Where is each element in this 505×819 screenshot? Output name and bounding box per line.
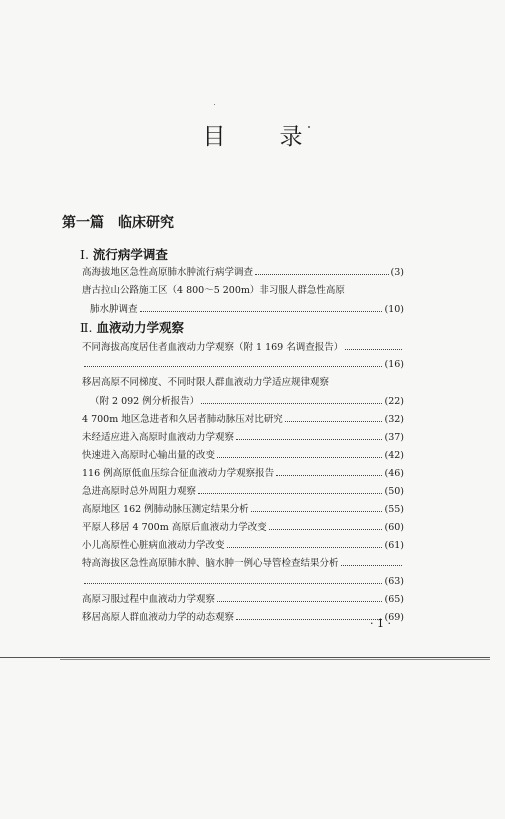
toc-entry[interactable] (82, 338, 404, 354)
entry-page: (61) (384, 540, 404, 551)
section-number: Ⅱ. (80, 320, 93, 335)
toc-entry[interactable] (82, 608, 404, 624)
section-title: 血液动力学观察 (96, 320, 184, 335)
entry-title: 特高海拔区急性高原肺水肿、脑水肿一例心导管检查结果分析 (82, 558, 339, 569)
toc-entry[interactable] (82, 410, 404, 426)
title-char-1: 目 (202, 124, 226, 150)
toc-entry[interactable] (82, 428, 404, 444)
entry-page: (63) (384, 576, 404, 587)
entry-page: (69) (384, 612, 404, 623)
entry-page: (22) (384, 396, 404, 407)
print-speck (214, 104, 215, 105)
entry-page: (50) (384, 486, 404, 497)
toc-entry[interactable] (82, 355, 404, 371)
entry-title: 未经适应进入高原时血液动力学观察 (82, 432, 235, 443)
section-heading (80, 318, 184, 336)
entry-title: 移居高原人群血液动力学的动态观察 (82, 612, 235, 623)
entry-title: 唐古拉山公路施工区（4 800～5 200m）非习服人群急性高原 (82, 285, 345, 296)
entry-title: 急进高原时总外周阻力观察 (82, 486, 197, 497)
entry-page: (42) (384, 450, 404, 461)
entry-title: 快速进入高原时心输出量的改变 (82, 450, 216, 461)
entry-page: (55) (384, 504, 404, 515)
part-name: 临床研究 (118, 215, 174, 231)
entry-title: 不同海拔高度居住者血液动力学观察（附 1 169 名调查报告） (82, 342, 344, 353)
entry-title: 小儿高原性心脏病血液动力学改变 (82, 540, 225, 551)
toc-entry[interactable] (82, 518, 404, 534)
entry-title: 移居高原不同梯度、不同时限人群血液动力学适应规律观察 (82, 377, 330, 388)
entry-title: 116 例高原低血压综合征血液动力学观察报告 (82, 468, 275, 479)
toc-entry[interactable] (90, 300, 404, 316)
entry-title: 肺水肿调查 (90, 304, 138, 315)
entry-page: (3) (390, 267, 404, 278)
toc-entry[interactable] (82, 374, 404, 390)
entry-page: (37) (384, 432, 404, 443)
toc-entry[interactable] (82, 282, 404, 298)
toc-entry[interactable] (82, 482, 404, 498)
print-speck (308, 126, 310, 128)
toc-entry[interactable] (82, 500, 404, 516)
section-title: 流行病学调查 (92, 247, 168, 262)
entry-title: 高原地区 162 例肺动脉压测定结果分析 (82, 504, 249, 515)
toc-entry[interactable] (82, 554, 404, 570)
entry-title: 高原习服过程中血液动力学观察 (82, 594, 216, 605)
section-number: Ⅰ. (80, 247, 89, 262)
page-edge-line (0, 657, 490, 658)
toc-entry[interactable] (82, 263, 404, 279)
entry-page: (32) (384, 414, 404, 425)
toc-entry[interactable] (90, 392, 404, 408)
toc-entry[interactable] (82, 446, 404, 462)
toc-entry[interactable] (82, 590, 404, 606)
title-char-2: 录 (279, 124, 303, 150)
part-label: 第一篇 (62, 215, 104, 231)
entry-title: （附 2 092 例分析报告） (90, 396, 200, 407)
entry-title: 平原人移居 4 700m 高原后血液动力学改变 (82, 522, 267, 533)
toc-entry[interactable] (82, 536, 404, 552)
toc-entry[interactable] (82, 572, 404, 588)
part-heading (62, 212, 174, 232)
toc-entry[interactable] (82, 464, 404, 480)
entry-page: (65) (384, 594, 404, 605)
entry-page: (60) (384, 522, 404, 533)
page-edge-line (60, 659, 490, 660)
entry-title: 高海拔地区急性高原肺水肿流行病学调查 (82, 267, 254, 278)
entry-page: (46) (384, 468, 404, 479)
section-heading (80, 245, 168, 263)
entry-page: (16) (384, 359, 404, 370)
page-title (0, 118, 505, 151)
entry-title: 4 700m 地区急进者和久居者肺动脉压对比研究 (82, 414, 283, 425)
entry-page: (10) (384, 304, 404, 315)
page-number: · 1 · (370, 617, 391, 630)
